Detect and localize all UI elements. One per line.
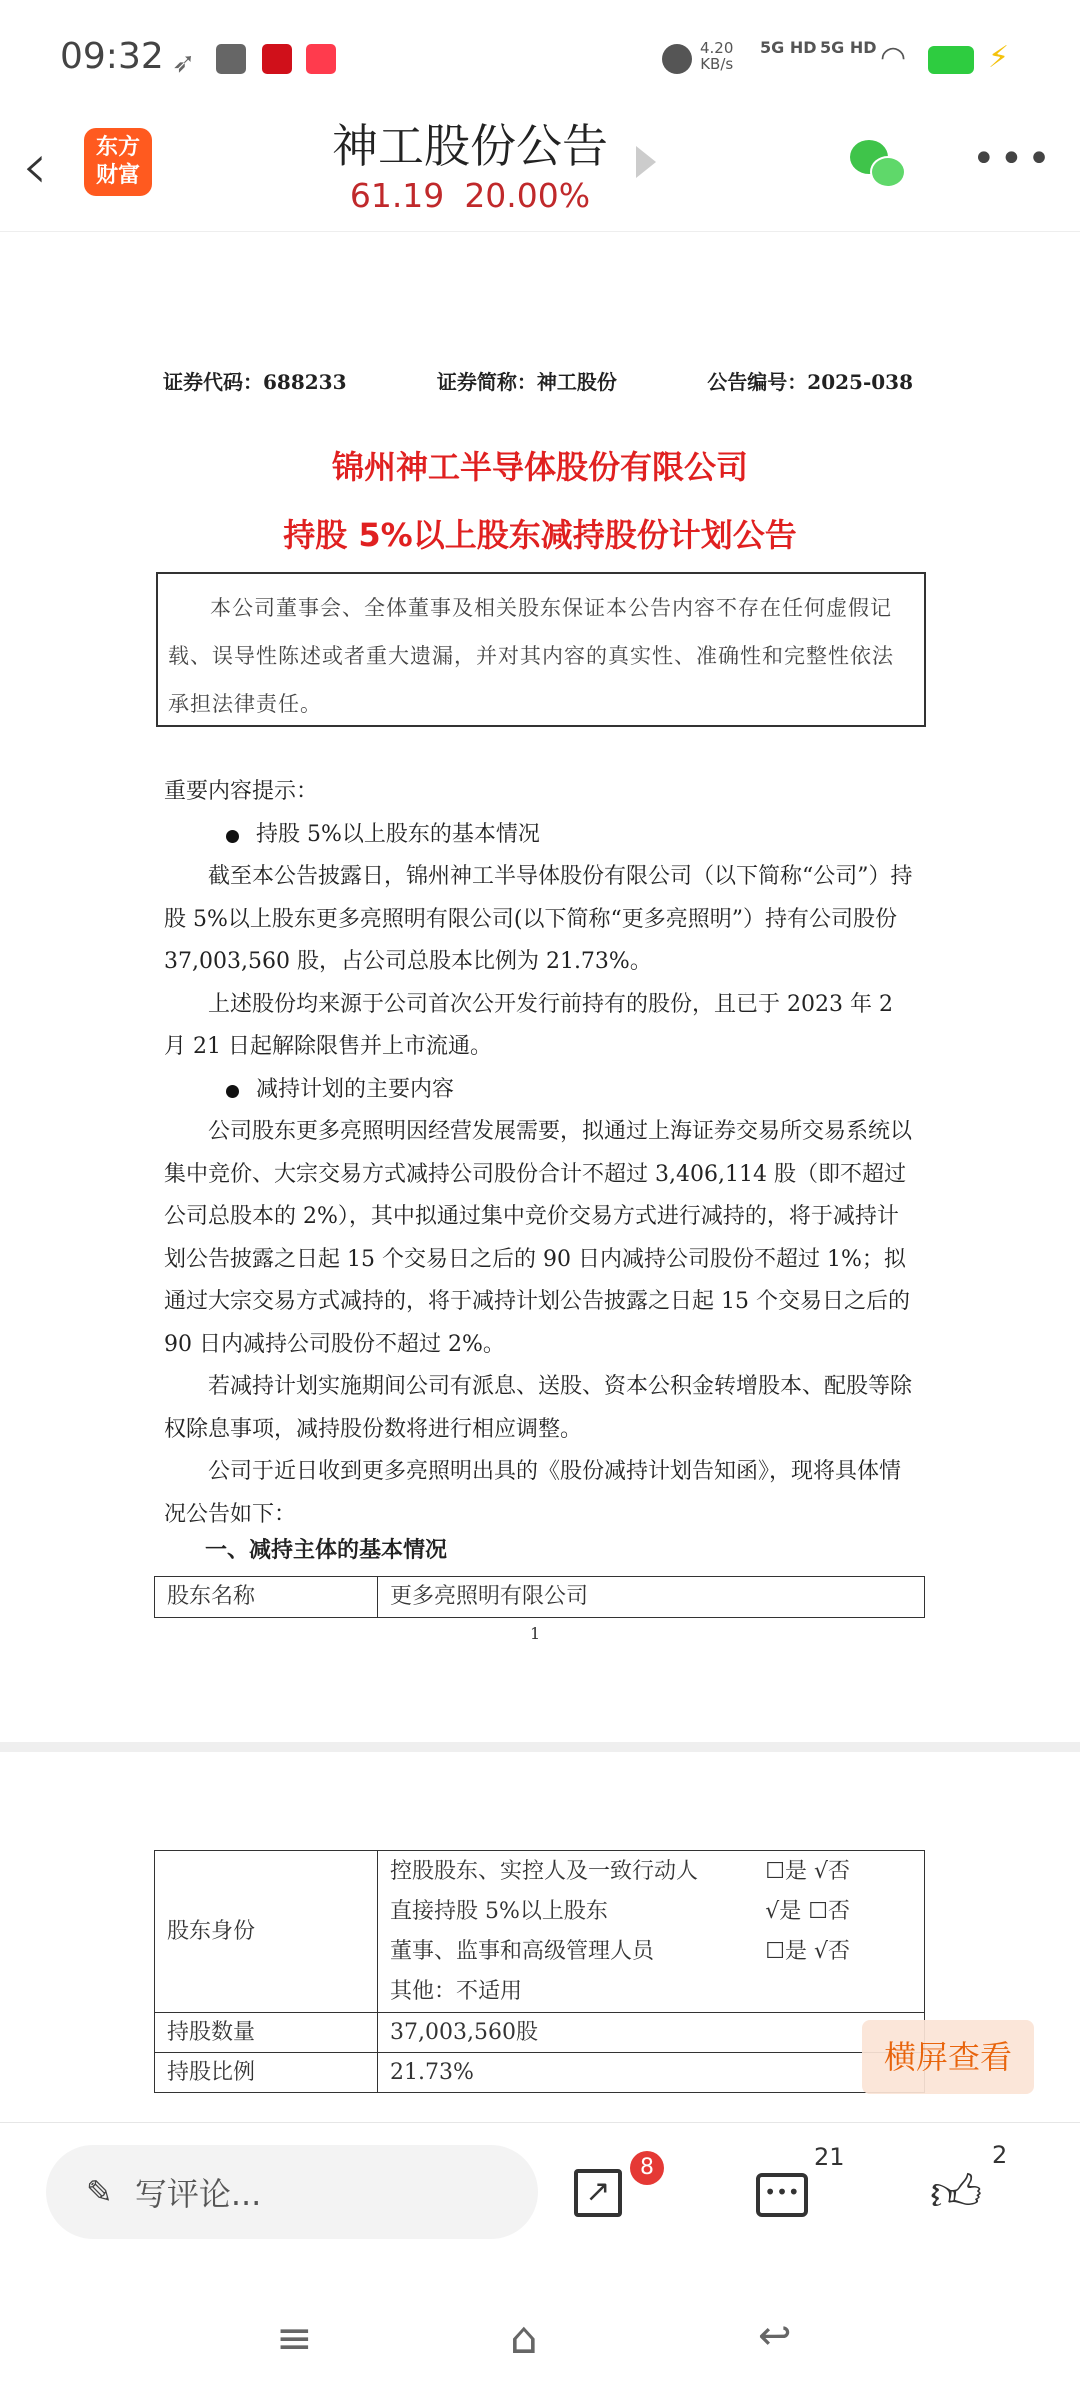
security-name: 证券简称：神工股份: [436, 370, 617, 394]
paragraph: 若减持计划实施期间公司有派息、送股、资本公积金转增股本、配股等除权除息事项，减持股份数将进行相应调整。: [164, 1374, 913, 1442]
status-bar: [0, 0, 1080, 110]
identity-choice: ☐是 √否: [765, 1858, 850, 1884]
next-arrow-icon[interactable]: [636, 146, 656, 178]
page-title: 神工股份公告: [332, 119, 608, 173]
back-button[interactable]: ‹: [22, 130, 48, 204]
identity-text: 董事、监事和高级管理人员: [390, 1938, 655, 1964]
more-options-icon[interactable]: •••: [972, 136, 1055, 182]
identity-row: [390, 1852, 850, 1892]
table-label: 持股数量: [155, 2013, 378, 2053]
table-row: [155, 1851, 925, 2013]
bullet-item: [164, 814, 918, 857]
net-speed-value: 4.20: [700, 39, 734, 57]
wechat-share-icon[interactable]: [850, 140, 910, 196]
document-meta: [163, 366, 913, 395]
stock-quote: [270, 176, 670, 215]
bullet-text: 减持计划的主要内容: [256, 1076, 455, 1102]
table-value: 21.73%: [378, 2053, 925, 2093]
disclaimer-box: 本公司董事会、全体董事及相关股东保证本公告内容不存在任何虚假记载、误导性陈述或者重大遗漏，并对其内容的真实性、准确性和完整性依法承担法律责任。: [156, 572, 926, 727]
shareholder-name-table: [154, 1576, 925, 1618]
net-speed-unit: KB/s: [700, 55, 734, 73]
identity-text: 直接持股 5%以上股东: [390, 1898, 608, 1924]
company-title: 锦州神工半导体股份有限公司: [331, 448, 748, 486]
jd-app-icon: [262, 44, 292, 74]
like-count: 2: [992, 2141, 1008, 2169]
bag-app-icon: [216, 44, 246, 74]
alarm-icon: [662, 44, 692, 74]
nav-home-button[interactable]: ⌂: [510, 2313, 538, 2364]
identity-choice: ☐是 √否: [765, 1938, 850, 1964]
identity-row: [390, 1932, 850, 1972]
table-label: 股东名称: [155, 1577, 378, 1618]
table-label: 持股比例: [155, 2053, 378, 2093]
header: [0, 110, 1080, 232]
identity-text: 控股股东、实控人及一致行动人: [390, 1858, 699, 1884]
page-separator: [0, 1742, 1080, 1752]
bottom-bar: [0, 2122, 1080, 2388]
paragraph: 公司于近日收到更多亮照明出具的《股份减持计划告知函》，现将具体情况公告如下：: [164, 1459, 902, 1527]
identity-text: 其他：不适用: [390, 1978, 523, 2004]
bullet-text: 持股 5%以上股东的基本情况: [256, 821, 540, 847]
identity-row: [390, 1972, 850, 2012]
logo-line2: 财富: [95, 163, 140, 188]
key-tips-heading: 重要内容提示：: [164, 779, 319, 804]
comments-button[interactable]: [756, 2143, 845, 2223]
logo-line1: 东方: [95, 135, 140, 160]
table-row: [155, 1577, 925, 1618]
landscape-view-button[interactable]: 横屏查看: [862, 2020, 1034, 2094]
share-badge: 8: [630, 2151, 664, 2185]
table-label: 股东身份: [155, 1851, 378, 2013]
paragraph: 上述股份均来源于公司首次公开发行前持有的股份，且已于 2023 年 2 月 21 日起解除限售并上市流通。: [164, 991, 893, 1059]
table-row: [155, 2013, 925, 2053]
status-time: 09:32: [60, 36, 164, 77]
table-value: 更多亮照明有限公司: [378, 1577, 925, 1618]
charging-icon: ⚡: [988, 40, 1010, 75]
page-number: 1: [530, 1624, 541, 1643]
paragraph: 公司股东更多亮照明因经营发展需要，拟通过上海证券交易所交易系统以集中竞价、大宗交易方式减持公司股份合计不超过 3,406,114 股（即不超过公司总股本的 2%），其中拟通过集中竞价交易方式进行减持的，将于减持计划公告披露之日起 15 个交易日之后的 90 日内减持公司股份不超过 1%；拟通过大宗交易方式减持的，将于减持计划公告披露之日起 15 个交易日之后的 90 日内减持公司股份不超过 2%。: [164, 1119, 913, 1357]
document-body: [164, 771, 918, 1536]
comment-count: 21: [814, 2143, 845, 2171]
battery-icon: [928, 46, 974, 74]
eastmoney-logo[interactable]: [84, 128, 152, 196]
table-value: 37,003,560股: [378, 2013, 925, 2053]
table-row: [155, 2053, 925, 2093]
nav-menu-button[interactable]: ≡: [276, 2313, 313, 2364]
security-code: 证券代码：688233: [163, 370, 347, 394]
stock-change: 20.00%: [464, 176, 591, 215]
bullet-item: [164, 1069, 918, 1112]
sim2-signal: 5G HD: [820, 38, 877, 57]
section-heading: 一、减持主体的基本情况: [205, 1538, 448, 1563]
comment-input[interactable]: [46, 2145, 538, 2239]
identity-choice: √是 ☐否: [765, 1898, 850, 1924]
feather-app-icon: ➶: [172, 46, 196, 79]
nav-back-button[interactable]: ↩: [758, 2313, 792, 2359]
taobao-app-icon: [306, 44, 336, 74]
thumbs-up-icon: 👍︎: [930, 2164, 983, 2222]
net-speed: [700, 40, 733, 72]
stock-price: 61.19: [349, 176, 445, 215]
like-button[interactable]: [930, 2141, 1008, 2223]
announcement-title: 持股 5%以上股东减持股份计划公告: [283, 516, 797, 554]
shareholder-info-table: [154, 1850, 925, 2093]
share-icon: ↗: [574, 2169, 622, 2217]
identity-row: [390, 1892, 850, 1932]
sim1-signal: 5G HD: [760, 38, 817, 57]
identity-cell: [378, 1851, 925, 2013]
comment-placeholder: 写评论...: [134, 2175, 262, 2213]
pencil-icon: ✎: [86, 2173, 113, 2211]
share-button[interactable]: [574, 2155, 654, 2221]
comment-icon: •••: [756, 2173, 808, 2217]
paragraph: 截至本公告披露日，锦州神工半导体股份有限公司（以下简称“公司”）持股 5%以上股东更多亮照明有限公司(以下简称“更多亮照明”）持有公司股份 37,003,560 股，占公司总股本比例为 21.73%。: [164, 864, 913, 974]
wifi-icon: ◠: [880, 40, 907, 75]
notice-number: 公告编号：2025-038: [707, 370, 913, 394]
